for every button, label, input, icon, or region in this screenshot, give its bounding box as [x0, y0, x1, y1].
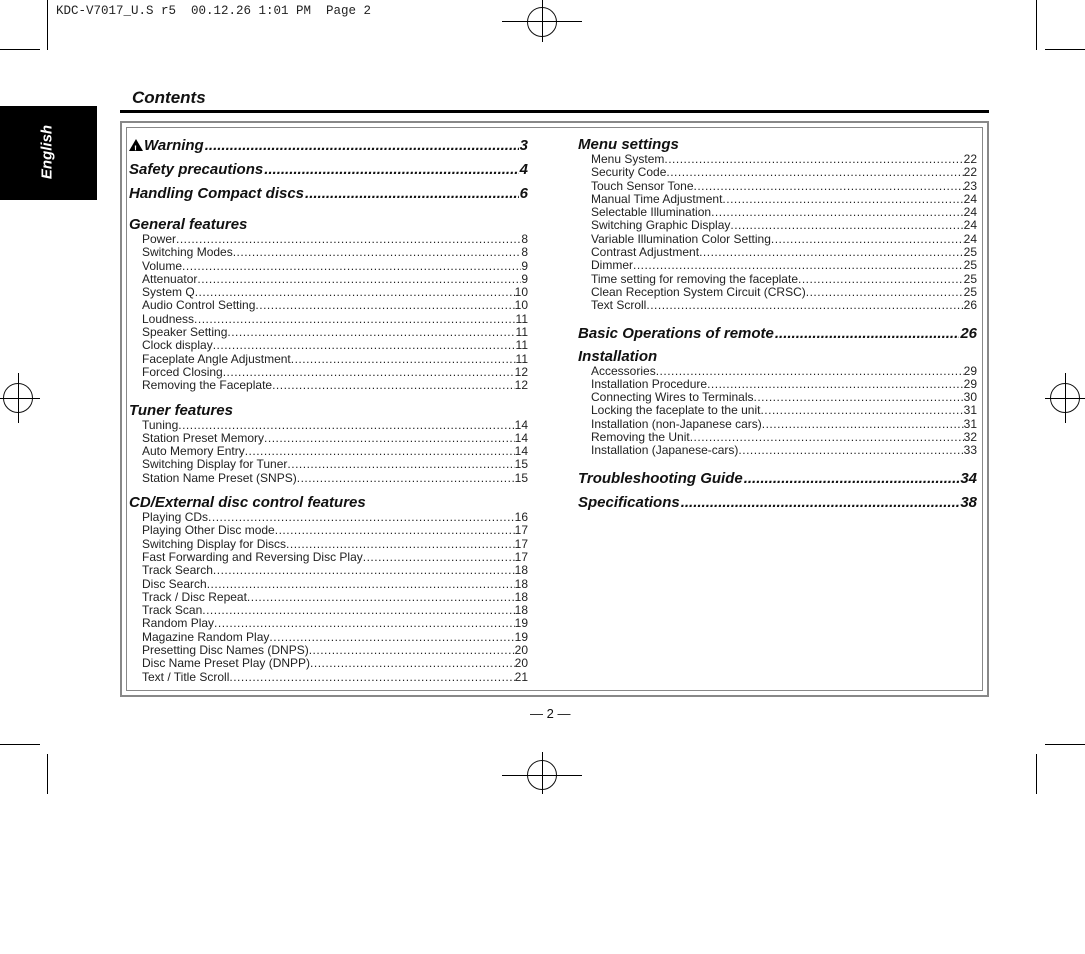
toc-entry[interactable]	[142, 657, 528, 670]
toc-entry-label: Contrast Adjustment	[591, 245, 700, 260]
dot-leader	[213, 339, 516, 352]
toc-major-entry[interactable]: Basic Operations of remote ..... 26	[578, 325, 977, 349]
crop-mark	[1036, 754, 1037, 794]
toc-entry-page: 25	[963, 284, 977, 299]
dot-leader	[738, 444, 963, 457]
toc-entry[interactable]	[591, 286, 977, 299]
toc-entry-page: 18	[514, 589, 528, 604]
toc-entry[interactable]	[591, 444, 977, 457]
toc-entry-page: 20	[514, 656, 528, 671]
crop-mark	[502, 21, 582, 22]
toc-entry-page: 11	[515, 338, 528, 353]
toc-entry-label: Audio Control Setting	[142, 298, 256, 313]
toc-entry[interactable]	[142, 631, 528, 644]
dot-leader	[363, 551, 515, 564]
crop-mark	[0, 744, 40, 745]
dot-leader	[690, 431, 964, 444]
toc-entry-page: 17	[514, 536, 528, 551]
toc-major-entry[interactable]: Handling Compact discs ..... 6	[129, 185, 528, 209]
toc-entry-label: Random Play	[142, 616, 215, 631]
dot-leader	[223, 366, 515, 379]
dot-leader	[286, 538, 515, 551]
toc-entry-page: 24	[963, 205, 977, 220]
toc-entry-page: 15	[514, 470, 528, 485]
dot-leader	[264, 432, 515, 445]
toc-entry-label: Removing the Faceplate	[142, 378, 273, 393]
toc-entry[interactable]	[142, 671, 528, 684]
toc-entry[interactable]	[591, 166, 977, 179]
toc-entry-label: Track Search	[142, 563, 213, 578]
toc-entry-label: Playing CDs	[142, 510, 209, 525]
dot-leader	[666, 166, 963, 179]
crop-mark	[47, 0, 48, 50]
dot-leader	[275, 524, 515, 537]
toc-entry-label: Switching Display for Tuner	[142, 457, 288, 472]
toc-entry-page: 10	[514, 285, 528, 300]
toc-entry-page: 19	[514, 629, 528, 644]
dot-leader	[699, 246, 964, 259]
toc-entry-label: Auto Memory Entry	[142, 444, 245, 459]
dot-leader	[178, 419, 514, 432]
toc-entry-page: 25	[963, 258, 977, 273]
warning-icon	[129, 139, 143, 151]
dot-leader	[722, 193, 963, 206]
dot-leader	[798, 273, 964, 286]
toc-entry-label: Clock display	[142, 338, 213, 353]
dot-leader	[207, 578, 515, 591]
toc-entry-page: 18	[514, 603, 528, 618]
toc-section-heading: Tuner features	[129, 401, 233, 419]
toc-major-entry[interactable]: ! Warning ..... 3	[129, 137, 528, 161]
toc-entry[interactable]	[142, 246, 528, 259]
toc-entry-label: Track Scan	[142, 603, 203, 618]
toc-entry-label: Power	[142, 232, 177, 246]
toc-section-heading: Menu settings	[578, 136, 679, 153]
toc-entry-page: 22	[963, 152, 977, 166]
toc-entry[interactable]	[591, 431, 977, 444]
crop-mark	[0, 49, 40, 50]
dot-leader	[227, 326, 515, 339]
toc-entry-page: 31	[963, 403, 977, 418]
page-number: — 2 —	[530, 706, 571, 721]
toc-entry-page: 9	[521, 258, 528, 273]
toc-entry[interactable]	[591, 391, 977, 404]
toc-entry-page: 11	[515, 311, 528, 326]
toc-entry-page: 9	[521, 271, 528, 286]
toc-entry[interactable]	[591, 180, 977, 193]
toc-entry[interactable]	[591, 259, 977, 272]
toc-entry-page: 21	[514, 669, 528, 684]
language-tab	[0, 106, 97, 200]
dot-leader	[255, 299, 514, 312]
toc-entry-label: Presetting Disc Names (DNPS)	[142, 643, 309, 658]
toc-entry-label: Attenuator	[142, 271, 198, 286]
dot-leader	[208, 511, 515, 524]
toc-entry-page: 24	[963, 218, 977, 233]
dot-leader	[182, 260, 521, 273]
dot-leader	[229, 671, 514, 684]
toc-entry[interactable]	[142, 366, 528, 379]
title-rule	[120, 110, 989, 113]
toc-major-entry[interactable]: Troubleshooting Guide ..... 34	[578, 470, 977, 494]
toc-entry-page: 15	[514, 457, 528, 472]
dot-leader	[633, 259, 964, 272]
toc-entry[interactable]	[142, 313, 528, 326]
toc-entry[interactable]	[142, 538, 528, 551]
dot-leader	[771, 233, 964, 246]
toc-entry-page: 32	[963, 430, 977, 445]
toc-section-heading: CD/External disc control features	[129, 494, 366, 512]
toc-entry[interactable]	[142, 511, 528, 524]
toc-entry-label: Manual Time Adjustment	[591, 191, 723, 206]
toc-entry-page: 30	[963, 390, 977, 405]
toc-entry-page: 22	[963, 165, 977, 180]
toc-right-column	[578, 137, 977, 518]
toc-entry-page: 11	[515, 351, 528, 366]
dot-leader	[309, 644, 515, 657]
toc-entry[interactable]	[142, 458, 528, 471]
crop-mark	[542, 752, 543, 794]
dot-leader	[694, 180, 964, 193]
toc-entry-page: 29	[963, 363, 977, 378]
toc-entry-page: 20	[514, 643, 528, 658]
toc-entry-label: Accessories	[591, 363, 656, 378]
dot-leader	[730, 219, 963, 232]
toc-entry-page: 18	[514, 563, 528, 578]
toc-entry-page: 14	[514, 417, 528, 432]
dot-leader	[707, 378, 964, 391]
toc-entry-label: Switching Display for Discs	[142, 536, 287, 551]
toc-entry[interactable]	[591, 404, 977, 417]
toc-entry[interactable]	[142, 273, 528, 286]
toc-entry-page: 25	[963, 245, 977, 260]
toc-entry-page: 26	[963, 298, 977, 313]
dot-leader	[272, 379, 515, 392]
toc-entry[interactable]	[591, 153, 977, 166]
toc-entry-label: Switching Modes	[142, 245, 233, 260]
toc-entry-label: Station Preset Memory	[142, 430, 265, 445]
toc-entry-page: 11	[515, 325, 528, 340]
toc-entry-label: Loudness	[142, 311, 195, 326]
toc-entry-label: Clean Reception System Circuit (CRSC)	[591, 284, 806, 299]
toc-entry-page: 14	[514, 430, 528, 445]
toc-entry[interactable]	[142, 233, 528, 246]
toc-entry-label: Selectable Illumination	[591, 205, 712, 220]
toc-entry[interactable]	[142, 564, 528, 577]
toc-entry-label: Tuning	[142, 417, 179, 432]
toc-entry[interactable]	[142, 379, 528, 392]
toc-entry-label: Removing the Unit	[591, 430, 690, 445]
toc-entry-label: Dimmer	[591, 258, 633, 273]
toc-entry-page: 19	[514, 616, 528, 631]
toc-entry-page: 24	[963, 191, 977, 206]
crop-mark	[1045, 398, 1085, 399]
toc-entry-label: Time setting for removing the faceplate	[591, 271, 798, 286]
toc-entry-page: 29	[963, 376, 977, 391]
toc-major-entry[interactable]: Specifications ..... 38	[578, 494, 977, 518]
toc-entry-page: 17	[514, 549, 528, 564]
toc-entry-page: 8	[521, 245, 528, 260]
toc-section-heading: Installation	[578, 347, 658, 365]
toc-entry[interactable]	[142, 524, 528, 537]
toc-entry[interactable]	[591, 233, 977, 246]
dot-leader	[646, 299, 963, 312]
dot-leader	[214, 617, 515, 630]
toc-entry-page: 33	[963, 443, 977, 458]
toc-major-entry[interactable]: Safety precautions ..... 4	[129, 161, 528, 185]
toc-entry-page: 8	[521, 232, 528, 246]
toc-entry-page: 14	[514, 444, 528, 459]
toc-entry-label: Magazine Random Play	[142, 629, 270, 644]
dot-leader	[195, 286, 515, 299]
toc-entry-label: Station Name Preset (SNPS)	[142, 470, 297, 485]
toc-entry[interactable]	[591, 365, 977, 378]
crop-mark	[0, 398, 40, 399]
toc-entry-page: 16	[514, 510, 528, 525]
toc-entry-label: Installation (Japanese-cars)	[591, 443, 739, 458]
toc-left-column	[129, 137, 528, 684]
dot-leader	[245, 445, 515, 458]
toc-entry-label: Installation (non-Japanese cars)	[591, 416, 762, 431]
dot-leader	[664, 153, 963, 166]
toc-entry-label: Menu System	[591, 152, 665, 166]
toc-entry-page: 17	[514, 523, 528, 538]
toc-entry-label: Track / Disc Repeat	[142, 589, 247, 604]
toc-entry-label: Variable Illumination Color Setting	[591, 231, 771, 246]
dot-leader	[233, 246, 522, 259]
toc-entry-label: System Q	[142, 285, 195, 300]
toc-entry[interactable]	[142, 551, 528, 564]
toc-entry[interactable]	[591, 219, 977, 232]
toc-entry[interactable]	[591, 273, 977, 286]
toc-entry[interactable]	[142, 472, 528, 485]
dot-leader	[754, 391, 964, 404]
dot-leader	[806, 286, 964, 299]
dot-leader	[297, 472, 515, 485]
dot-leader	[269, 631, 514, 644]
toc-entry-page: 12	[514, 364, 528, 379]
toc-entry[interactable]	[142, 432, 528, 445]
toc-entry-label: Forced Closing	[142, 364, 223, 379]
toc-entry[interactable]	[142, 578, 528, 591]
crop-mark	[1045, 49, 1085, 50]
dot-leader	[287, 458, 514, 471]
dot-leader	[202, 604, 514, 617]
toc-entry[interactable]	[142, 591, 528, 604]
toc-entry[interactable]	[142, 260, 528, 273]
toc-entry-label: Speaker Setting	[142, 325, 228, 340]
toc-entry[interactable]	[142, 353, 528, 366]
toc-entry[interactable]	[142, 617, 528, 630]
page-title: Contents	[132, 88, 206, 107]
dot-leader	[656, 365, 964, 378]
toc-section-heading: General features	[129, 216, 248, 233]
crop-mark	[1045, 744, 1085, 745]
toc-entry[interactable]	[591, 246, 977, 259]
toc-entry-label: Connecting Wires to Terminals	[591, 390, 754, 405]
toc-entry-label: Fast Forwarding and Reversing Disc Play	[142, 549, 363, 564]
toc-entry-label: Installation Procedure	[591, 376, 708, 391]
toc-entry-page: 25	[963, 271, 977, 286]
toc-entry[interactable]	[142, 286, 528, 299]
toc-entry[interactable]	[142, 644, 528, 657]
toc-entry[interactable]	[591, 418, 977, 431]
toc-entry-label: Text / Title Scroll	[142, 669, 230, 684]
toc-entry-page: 18	[514, 576, 528, 591]
dot-leader	[760, 404, 963, 417]
toc-entry-label: Locking the faceplate to the unit	[591, 403, 761, 418]
toc-entry-label: Security Code	[591, 165, 667, 180]
dot-leader	[213, 564, 515, 577]
print-header: KDC-V7017_U.S r5 00.12.26 1:01 PM Page 2	[56, 4, 372, 18]
toc-entry[interactable]	[142, 326, 528, 339]
toc-entry[interactable]	[142, 604, 528, 617]
toc-entry-page: 23	[963, 178, 977, 193]
dot-leader	[310, 657, 515, 670]
toc-entry-label: Playing Other Disc mode	[142, 523, 275, 538]
dot-leader	[197, 273, 521, 286]
toc-entry-page: 10	[514, 298, 528, 313]
crop-mark	[1036, 0, 1037, 50]
toc-entry-page: 31	[963, 416, 977, 431]
dot-leader	[194, 313, 515, 326]
toc-entry-page: 12	[514, 378, 528, 393]
dot-leader	[176, 233, 521, 246]
dot-leader	[762, 418, 964, 431]
crop-mark	[502, 775, 582, 776]
dot-leader	[711, 206, 964, 219]
toc-entry-label: Switching Graphic Display	[591, 218, 731, 233]
language-tab-label: English	[38, 124, 56, 180]
toc-entry[interactable]	[142, 445, 528, 458]
toc-entry[interactable]	[591, 206, 977, 219]
toc-entry[interactable]	[591, 299, 977, 312]
dot-leader	[291, 353, 516, 366]
toc-entry-page: 24	[963, 231, 977, 246]
toc-entry[interactable]	[142, 419, 528, 432]
crop-mark	[47, 754, 48, 794]
toc-entry-label: Text Scroll	[591, 298, 647, 313]
toc-entry-label: Faceplate Angle Adjustment	[142, 351, 291, 366]
dot-leader	[247, 591, 515, 604]
toc-entry[interactable]	[591, 193, 977, 206]
toc-entry-label: Volume	[142, 258, 183, 273]
toc-entry[interactable]	[591, 378, 977, 391]
toc-entry[interactable]	[142, 299, 528, 312]
toc-entry-label: Disc Search	[142, 576, 207, 591]
toc-entry-label: Touch Sensor Tone	[591, 178, 694, 193]
toc-entry[interactable]	[142, 339, 528, 352]
toc-entry-label: Disc Name Preset Play (DNPP)	[142, 656, 311, 671]
